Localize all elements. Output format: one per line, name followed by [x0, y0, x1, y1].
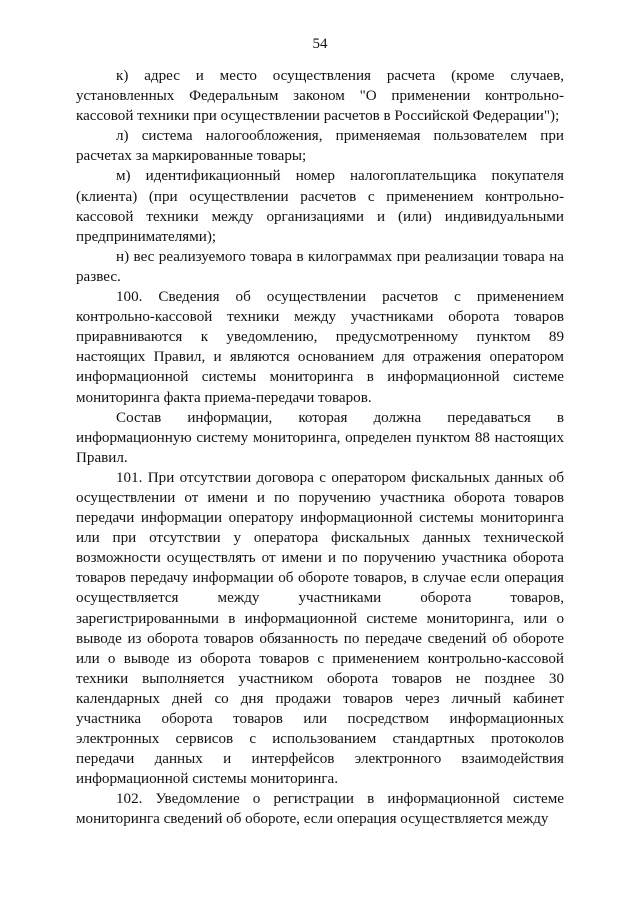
paragraph-item-m: м) идентификационный номер налогоплательщика покупателя (клиента) (при осуществлении расчетов с применением контрольно-кассовой техники между организациями и (или) индивидуальными предпринимателями);: [76, 168, 564, 245]
document-body: [76, 66, 564, 830]
paragraph-clause-101: 101. При отсутствии договора с оператором фискальных данных об осуществлении от имени и по поручению участника оборота товаров передачи информации оператору информационной системы мониторинга или при отсутствии у оператора фискальных данных технической возможности осуществлять от имени и по поручению участника оборота товаров передачу информации об обороте товаров, в случае если операция осуществляется между участниками оборота товаров, зарегистрированными в информационной системе мониторинга, или о выводе из оборота товаров обязанность по передаче сведений об обороте или о выводе из оборота товаров с применением контрольно-кассовой техники выполняется участником оборота товаров не позднее 30 календарных дней со дня продажи товаров через личный кабинет участника оборота товаров или посредством информационных электронных сервисов с использованием стандартных протоколов передачи данных и интерфейсов электронного взаимодействия информационной системы мониторинга.: [76, 469, 564, 788]
paragraph-clause-100: 100. Сведения об осуществлении расчетов с применением контрольно-кассовой техники между участниками оборота товаров приравниваются к уведомлению, предусмотренному пунктом 89 настоящих Правил, и являются основанием для отражения оператором информационной системы мониторинга в информационной системе мониторинга факта приема-передачи товаров.: [76, 289, 564, 406]
paragraph-item-l: л) система налогообложения, применяемая пользователем при расчетах за маркированные товары;: [76, 128, 564, 165]
page-number: 54: [312, 36, 328, 52]
paragraph-clause-102: 102. Уведомление о регистрации в информационной системе мониторинга сведений об обороте, если операция осуществляется между: [76, 791, 564, 828]
paragraph-clause-100-continued: Состав информации, которая должна передаваться в информационную систему мониторинга, определен пунктом 88 настоящих Правил.: [76, 409, 564, 466]
paragraph-item-n: н) вес реализуемого товара в килограммах при реализации товара на развес.: [76, 248, 564, 285]
paragraph-item-k: к) адрес и место осуществления расчета (кроме случаев, установленных Федеральным законом "О применении контрольно-кассовой техники при осуществлении расчетов в Российской Федерации");: [76, 68, 564, 125]
